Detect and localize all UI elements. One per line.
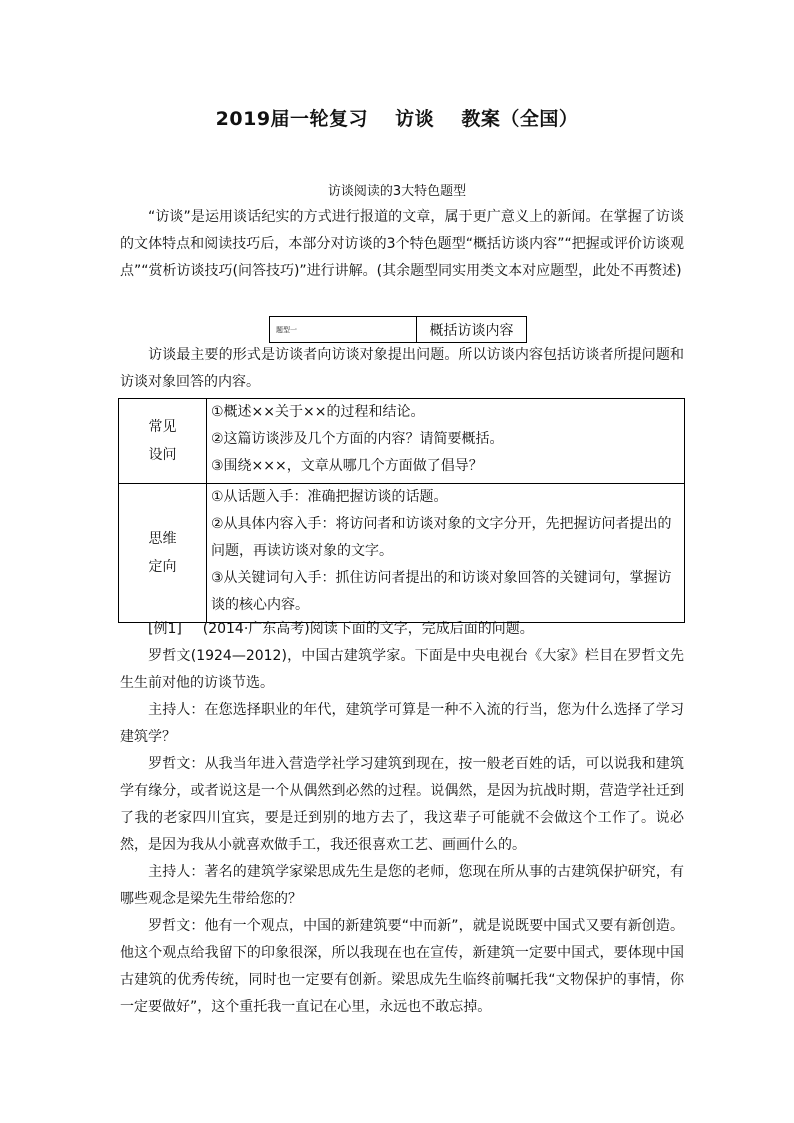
row-head-line: 定向 <box>148 559 177 575</box>
paragraph-text: 主持人：在您选择职业的年代，建筑学可算是一种不入流的行当，您为什么选择了学习建筑学？ <box>120 702 684 745</box>
list-item: ③围绕×××，文章从哪几个方面做了倡导？ <box>211 458 483 474</box>
paragraph-text: 主持人：著名的建筑学家梁思成先生是您的老师，您现在所从事的古建筑保护研究，有哪些观念是梁先生带给您的？ <box>120 864 684 907</box>
list-item: ①概述××关于××的过程和结论。 <box>211 404 425 420</box>
paragraph-text: 罗哲文：他有一个观点，中国的新建筑要“中而新”，就是说既要中国式又要有新创造。他这个观点给我留下的印象很深，所以我现在也在宣传，新建筑一定要中国式，要体现中国古建筑的优秀传统，同时也一定要有创新。梁思成先生临终前嘱托我“文物保护的事情，你一定要做好”，这个重托我一直记在心里，永远也不敢忘掉。 <box>120 918 684 1015</box>
row-head-line: 常见 <box>148 419 177 435</box>
example-source: (2014·广东高考)阅读下面的文字，完成后面的问题。 <box>202 621 534 637</box>
example-heading <box>148 616 684 643</box>
example-tag: [例1] <box>148 621 182 637</box>
list-item: ②从具体内容入手：将访问者和访谈对象的文字分开，先把握访问者提出的问题，再读访谈对象的文字。 <box>211 516 672 559</box>
row-head-thinking <box>119 484 207 623</box>
example-paragraph <box>120 643 684 697</box>
question-type-box <box>269 316 527 343</box>
example-paragraph <box>120 913 684 1021</box>
section-subtitle: 访谈阅读的3大特色题型 <box>327 184 467 199</box>
title-part-topic: 访谈 <box>395 108 435 130</box>
intro-text: “访谈”是运用谈话纪实的方式进行报道的文章，属于更广意义上的新闻。在掌握了访谈的文体特点和阅读技巧后，本部分对访谈的3个特色题型“概括访谈内容”“把握或评价访谈观点”“赏析访谈技巧(问答技巧)”进行讲解。(其余题型同实用类文本对应题型，此处不再赘述) <box>120 209 684 279</box>
paragraph-text: 罗哲文(1924—2012)，中国古建筑学家。下面是中央电视台《大家》栏目在罗哲文先生生前对他的访谈节选。 <box>120 648 684 691</box>
table-row <box>119 399 685 484</box>
row-body-thinking <box>207 484 685 623</box>
row-body-common-questions <box>207 399 685 484</box>
list-item: ②这篇访谈涉及几个方面的内容？请简要概括。 <box>211 431 504 447</box>
example-paragraph <box>120 751 684 859</box>
type-intro-paragraph <box>120 342 684 396</box>
row-head-common-questions <box>119 399 207 484</box>
type-intro-text: 访谈最主要的形式是访谈者向访谈对象提出问题。所以访谈内容包括访谈者所提问题和访谈对象回答的内容。 <box>120 347 684 390</box>
page-title <box>0 104 794 131</box>
method-table <box>118 398 685 623</box>
question-type-tag: 题型一 <box>270 317 417 342</box>
example-paragraph <box>120 697 684 751</box>
question-type-title: 概括访谈内容 <box>429 322 514 339</box>
list-item: ①从话题入手：准确把握访谈的话题。 <box>211 489 448 505</box>
row-head-line: 思维 <box>148 531 177 547</box>
example-paragraph <box>120 859 684 913</box>
list-item: ③从关键词句入手：抓住访问者提出的和访谈对象回答的关键词句，掌握访谈的核心内容。 <box>211 570 672 613</box>
paragraph-text: 罗哲文：从我当年进入营造学社学习建筑到现在，按一般老百姓的话，可以说我和建筑学有缘分，或者说这是一个从偶然到必然的过程。说偶然，是因为抗战时期，营造学社迁到了我的老家四川宜宾，要是迁到别的地方去了，我这辈子可能就不会做这个工作了。说必然，是因为我从小就喜欢做手工，我还很喜欢工艺、画画什么的。 <box>120 756 684 853</box>
row-head-line: 设问 <box>148 447 177 463</box>
table-row <box>119 484 685 623</box>
title-part-course: 2019届一轮复习 <box>215 108 369 130</box>
title-part-kind: 教案（全国） <box>461 108 579 130</box>
intro-paragraph <box>120 204 684 285</box>
